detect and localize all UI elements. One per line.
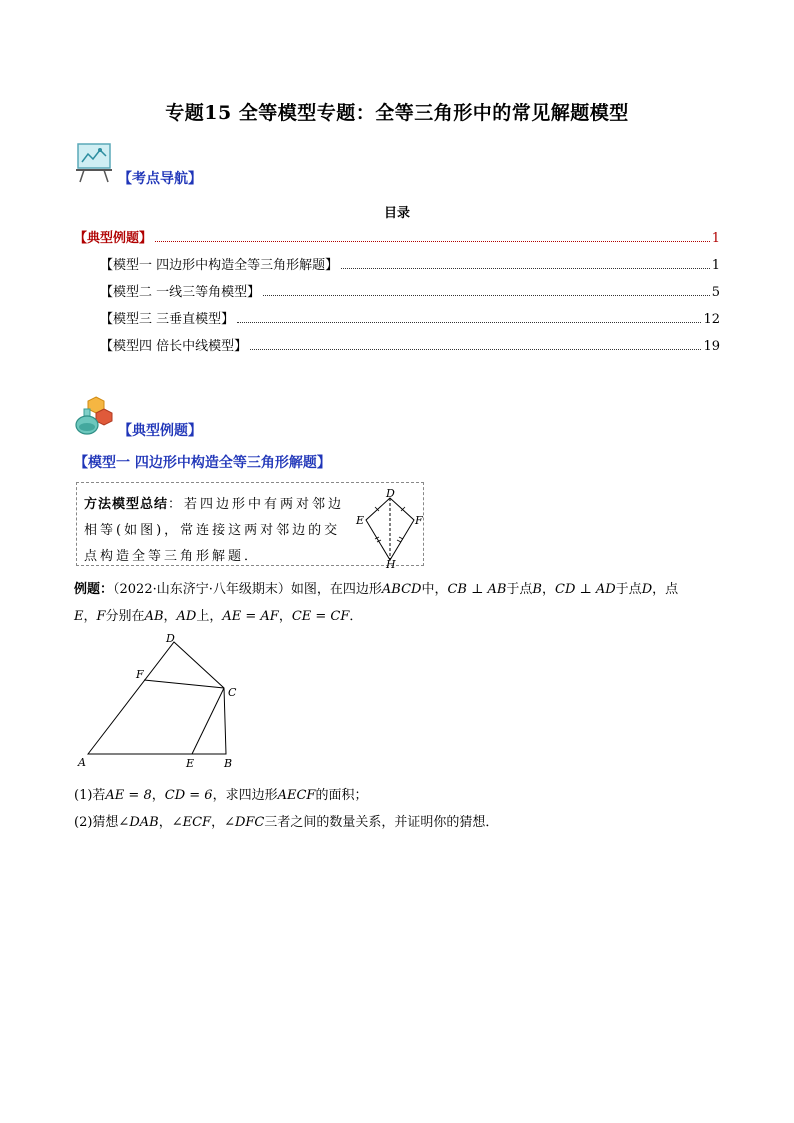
toc-entry-model-3[interactable] [100, 309, 720, 327]
method-label: 方法模型总结 [84, 497, 169, 512]
nav-label: 【考点导航】 [118, 171, 202, 187]
figure-label-e: E [186, 757, 195, 770]
toc-page-number: 1 [711, 231, 720, 246]
toc-entry-model-2[interactable] [100, 282, 720, 300]
toc-entry-model-4[interactable] [100, 336, 720, 354]
toc-entry-model-1[interactable] [100, 255, 720, 273]
figure-label-f: F [136, 668, 144, 681]
toc-entry-label: 【典型例题】 [74, 231, 153, 246]
toc-page-number: 19 [703, 339, 720, 354]
section-label: 【典型例题】 [118, 423, 202, 439]
figure-label-b: B [224, 757, 233, 770]
kite-figure [352, 488, 424, 568]
toc-main-entry[interactable] [74, 228, 720, 246]
toc-page-number: 1 [711, 258, 720, 273]
toc-entry-label: 【模型四 倍长中线模型】 [100, 339, 248, 354]
toc-page-number: 5 [711, 285, 720, 300]
figure-label-c: C [228, 686, 237, 699]
toc-entry-label: 【模型二 一线三等角模型】 [100, 285, 261, 300]
model-heading: 【模型一 四边形中构造全等三角形解题】 [74, 455, 331, 471]
toc-leader [237, 322, 701, 323]
figure-label-d: D [166, 632, 175, 645]
example-label: 例题： [74, 582, 114, 597]
toc-leader [341, 268, 710, 269]
example-line-2: E，F分别在AB，AD上，AE = AF，CE = CF． [74, 609, 363, 624]
toc-leader [250, 349, 701, 350]
kite-label-f: F [415, 514, 423, 527]
flask-icon [74, 395, 114, 435]
method-summary-text [84, 492, 346, 570]
method-body: ：若四边形中有两对邻边相等(如图)，常连接这两对邻边的交点构造全等三角形解题． [84, 497, 345, 564]
toc-leader [155, 241, 710, 242]
question-2: (2)猜想∠DAB，∠ECF，∠DFC三者之间的数量关系，并证明你的猜想． [74, 815, 499, 830]
toc-page-number: 12 [703, 312, 720, 327]
kite-label-d: D [386, 488, 395, 500]
page-title: 专题15 全等模型专题：全等三角形中的常见解题模型 [165, 102, 629, 124]
presentation-board-icon [74, 140, 118, 184]
quadrilateral-figure [74, 632, 244, 770]
toc-entry-label: 【模型三 三垂直模型】 [100, 312, 235, 327]
example-line-1: 例题：（2022·山东济宁·八年级期末）如图，在四边形ABCD中，CB ⊥ AB于点B，CD ⊥ AD于点D，点 [74, 582, 679, 597]
figure-label-a: A [78, 756, 86, 769]
kite-label-h: H [386, 558, 396, 568]
toc-entry-label: 【模型一 四边形中构造全等三角形解题】 [100, 258, 339, 273]
toc-leader [263, 295, 710, 296]
toc-heading: 目录 [383, 206, 410, 221]
kite-label-e: E [356, 514, 365, 527]
question-1: (1)若AE = 8，CD = 6，求四边形AECF的面积； [74, 788, 368, 803]
